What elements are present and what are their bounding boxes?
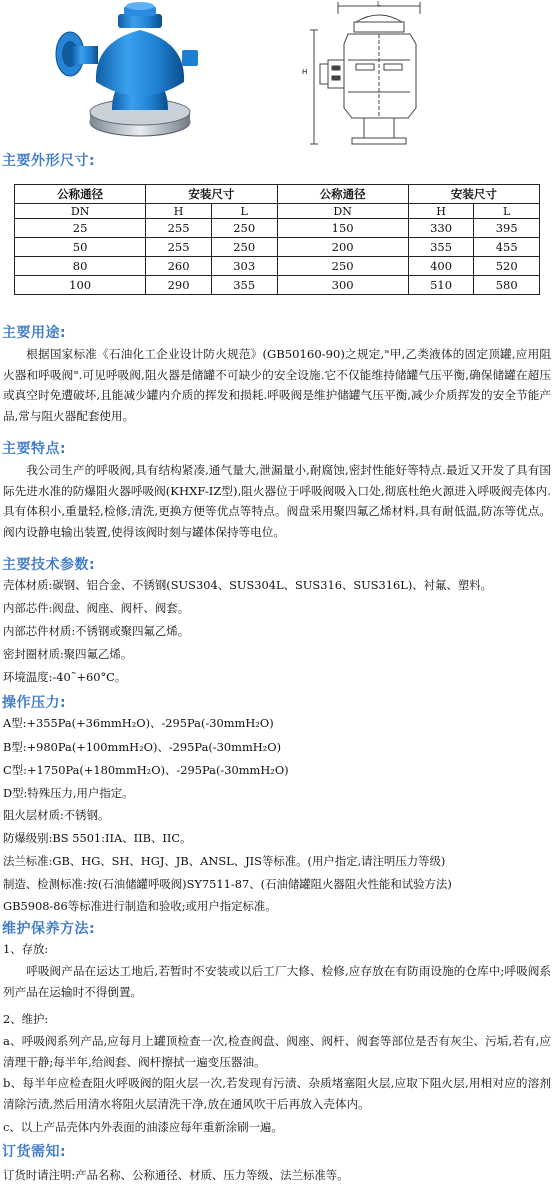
product-hero [0, 0, 556, 158]
table-row [15, 219, 540, 238]
table-cell: 510 [408, 276, 474, 295]
dimensions-heading: 主要外形尺寸: [2, 153, 96, 169]
table-cell: 150 [277, 219, 408, 238]
table-cell: 400 [408, 257, 474, 276]
l-col-right: L [474, 204, 540, 219]
features-heading: 主要特点: [2, 441, 67, 457]
usage-heading: 主要用途: [2, 325, 67, 341]
tech-line: 壳体材质:碳钢、铝合金、不锈钢(SUS304、SUS304L、SUS316、SUS316L)、衬氟、塑料。 [3, 578, 493, 592]
pressure-line: 防爆级别:BS 5501:IIA、IIB、IIC。 [3, 831, 192, 845]
table-cell: 395 [474, 219, 540, 238]
valve-photo [0, 0, 556, 158]
table-cell: 355 [408, 238, 474, 257]
maintain-c: c、以上产品壳体内外表面的油漆应每年重新涂刷一遍。 [3, 1120, 283, 1134]
storage-text: 呼吸阀产品在运达工地后,若暂时不安装或以后工厂大修、检修,应存放在有防雨设施的仓库中;呼吸阀系列产品在运输时不得倒置。 [3, 964, 551, 999]
tech-line: 内部芯件:阀盘、阀座、阀杆、阀套。 [3, 601, 190, 615]
dn-unit-left: DN [15, 204, 146, 219]
table-row [15, 276, 540, 295]
pressure-line: 法兰标准:GB、HG、SH、HGJ、JB、ANSL、JIS等标准。(用户指定,请注明压力等级) [3, 854, 446, 868]
table-cell: 580 [474, 276, 540, 295]
pressure-line: 阻火层材质:不锈钢。 [3, 808, 110, 822]
tech-line: 内部芯件材质:不锈钢或聚四氟乙烯。 [3, 624, 190, 638]
maintain-a-paragraph [3, 1031, 551, 1072]
table-cell: 260 [146, 257, 212, 276]
maintain-title: 2、维护: [3, 1012, 49, 1026]
table-cell: 250 [211, 238, 277, 257]
maintenance-heading: 维护保养方法: [2, 921, 96, 937]
table-cell: 250 [211, 219, 277, 238]
pressure-line: GB5908-86等标准进行制造和验收;或用户指定标准。 [3, 899, 277, 913]
dn-header-right: 公称通径 [277, 185, 408, 204]
install-header-left: 安装尺寸 [146, 185, 277, 204]
pressure-line: B型:+980Pa(+100mmH₂O)、-295Pa(-30mmH₂O) [3, 740, 282, 754]
usage-paragraph [3, 344, 551, 426]
pressure-line: C型:+1750Pa(+180mmH₂O)、-295Pa(-30mmH₂O) [3, 763, 289, 777]
features-paragraph [3, 460, 551, 542]
table-cell: 455 [474, 238, 540, 257]
table-cell: 255 [146, 238, 212, 257]
table-cell: 255 [146, 219, 212, 238]
tech-heading: 主要技术参数: [2, 557, 96, 573]
table-row [15, 257, 540, 276]
maintain-a-text: a、呼吸阀系列产品,应每月上罐顶检查一次,检查阀盘、阀座、阀杆、阀套等部位是否有灰尘、污垢,若有,应清理干静;每半年,给阀套、阀杆擦拭一遍变压器油。 [3, 1034, 551, 1069]
table-cell: 355 [211, 276, 277, 295]
table-cell: 200 [277, 238, 408, 257]
install-header-right: 安装尺寸 [408, 185, 539, 204]
pressure-line: 制造、检测标准:按(石油储罐呼吸阀)SY7511-87、(石油储罐阻火器阻火性能和试验方法) [3, 877, 452, 891]
table-cell: 100 [15, 276, 146, 295]
tech-line: 密封圈材质:聚四氟乙烯。 [3, 647, 133, 661]
maintain-b-text: b、每半年应检查阻火呼吸阀的阻火层一次,若发现有污渍、杂质堵塞阻火层,应取下阻火层,用相对应的溶剂清除污渍,然后用清水将阻火层清洗干净,放在通风吹干后再放入壳体内。 [3, 1076, 551, 1111]
l-col-left: L [211, 204, 277, 219]
table-cell: 250 [277, 257, 408, 276]
table-row [15, 238, 540, 257]
dn-header-left: 公称通径 [15, 185, 146, 204]
dimensions-table [14, 184, 540, 295]
order-heading: 订货需知: [2, 1144, 67, 1160]
table-cell: 50 [15, 238, 146, 257]
storage-paragraph [3, 961, 551, 1002]
table-cell: 80 [15, 257, 146, 276]
pressure-line: D型:特殊压力,用户指定。 [3, 786, 134, 800]
pressure-line: A型:+355Pa(+36mmH₂O)、-295Pa(-30mmH₂O) [3, 716, 274, 730]
usage-text: 根据国家标准《石油化工企业设计防火规范》(GB50160-90)之规定,"甲,乙类液体的固定顶罐,应用阻火器和呼吸阀".可见呼吸阀,阻火器是储罐不可缺少的安全设施.它不仅能维持储罐气压平衡,确保储罐在超压或真空时免遭破坏,且能减少罐内介质的挥发和损耗.呼吸阀是维护储罐气压平衡,减少介质挥发的安全节能产品,常与阻火器配套使用。 [3, 347, 551, 423]
dn-unit-right: DN [277, 204, 408, 219]
h-col-left: H [146, 204, 212, 219]
table-cell: 330 [408, 219, 474, 238]
table-cell: 290 [146, 276, 212, 295]
storage-title: 1、存放: [3, 942, 49, 956]
features-text: 我公司生产的呼吸阀,具有结构紧凑,通气量大,泄漏量小,耐腐蚀,密封性能好等特点.最近又开发了具有国际先进水准的防爆阻火器呼吸阀(KHXF-IZ型),阻火器位于呼吸阀吸入口处,彻底杜绝火源进入呼吸阀壳体内.具有体积小,重量轻,检修,清洗,更换方便等优点等特点。阀盘采用聚四氟乙烯材料,具有耐低温,防冻等优点。阀内设静电输出装置,使得该阀时刻与罐体保持等电位。 [3, 463, 551, 539]
table-cell: 300 [277, 276, 408, 295]
h-dimension-label: H [302, 68, 308, 76]
technical-drawing [308, 0, 448, 158]
pressure-heading: 操作压力: [2, 695, 67, 711]
table-cell: 25 [15, 219, 146, 238]
tech-line: 环境温度:-40˜+60°C。 [3, 670, 127, 684]
maintain-b-paragraph [3, 1073, 551, 1114]
table-cell: 520 [474, 257, 540, 276]
table-cell: 303 [211, 257, 277, 276]
h-col-right: H [408, 204, 474, 219]
l-dimension-label: L [377, 0, 381, 8]
order-text: 订货时请注明:产品名称、公称通径、材质、压力等级、法兰标准等。 [3, 1168, 349, 1182]
